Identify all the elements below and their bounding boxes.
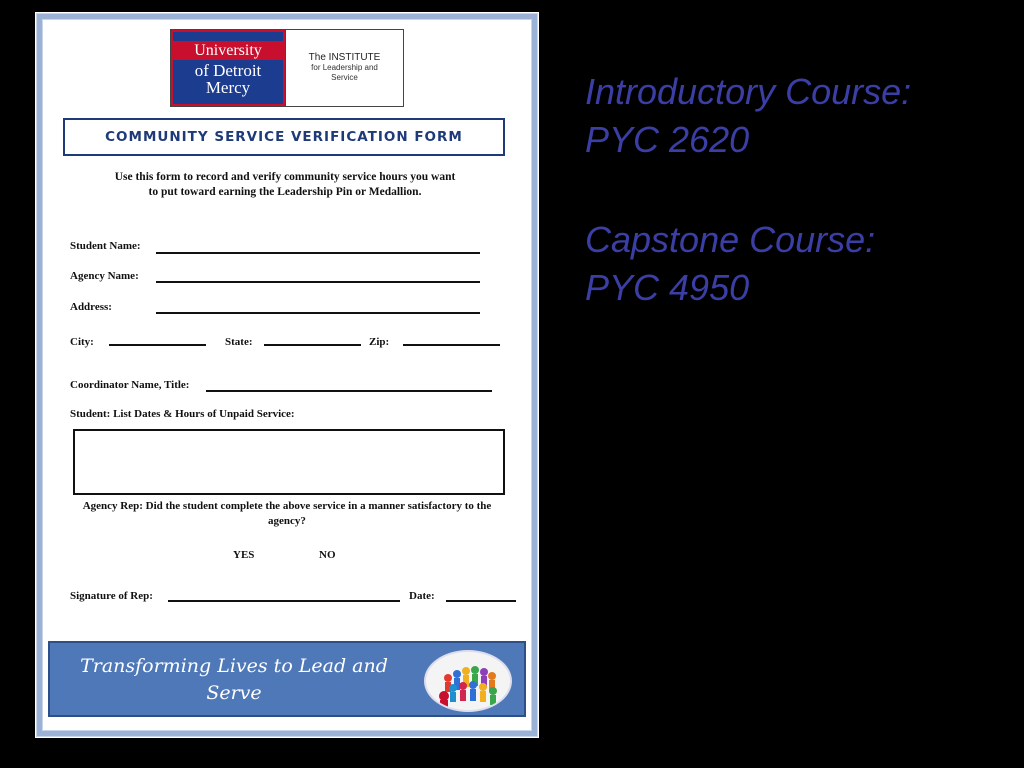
service-list-label: Student: List Dates & Hours of Unpaid Service:	[70, 408, 295, 420]
udm-logo-block	[171, 30, 285, 106]
institute-line1: The INSTITUTE	[308, 52, 381, 63]
logo-of-detroit: of Detroit	[194, 60, 262, 80]
institute-logo-text	[285, 30, 403, 106]
form-footer-banner	[48, 641, 526, 717]
yes-option[interactable]: YES	[233, 549, 255, 561]
footer-tagline: Transforming Lives to Lead and Serve	[80, 655, 388, 704]
capstone-course-label: Capstone Course:	[585, 219, 876, 260]
city-field[interactable]	[109, 344, 206, 346]
no-option[interactable]: NO	[319, 549, 336, 561]
agency-name-label: Agency Name:	[70, 270, 139, 282]
service-list-box[interactable]	[73, 429, 505, 495]
form-title: COMMUNITY SERVICE VERIFICATION FORM	[63, 118, 505, 156]
logo-university-word: University	[171, 41, 285, 60]
service-verification-form	[35, 12, 539, 738]
signature-label: Signature of Rep:	[70, 590, 153, 602]
signature-field[interactable]	[168, 600, 400, 602]
capstone-course-code: PYC 4950	[585, 267, 750, 308]
agency-rep-question: Agency Rep: Did the student complete the above service in a manner satisfactory to the agency?	[82, 500, 492, 527]
university-logo	[170, 29, 404, 107]
student-name-label: Student Name:	[70, 240, 141, 252]
intro-course-label: Introductory Course:	[585, 71, 912, 112]
agency-name-field[interactable]	[156, 281, 480, 283]
zip-field[interactable]	[403, 344, 500, 346]
instructions-line2: to put toward earning the Leadership Pin or Medallion.	[148, 186, 422, 198]
state-field[interactable]	[264, 344, 361, 346]
city-label: City:	[70, 336, 94, 348]
people-group-icon	[424, 650, 512, 712]
zip-label: Zip:	[369, 336, 390, 348]
logo-mercy: Mercy	[205, 77, 251, 97]
date-label: Date:	[409, 590, 435, 602]
people-figures-graphic	[426, 652, 510, 710]
coordinator-label: Coordinator Name, Title:	[70, 379, 190, 391]
institute-line2: for Leadership and	[311, 63, 378, 72]
address-field[interactable]	[156, 312, 480, 314]
date-field[interactable]	[446, 600, 516, 602]
coordinator-field[interactable]	[206, 390, 492, 392]
intro-course-code: PYC 2620	[585, 119, 750, 160]
address-label: Address:	[70, 301, 112, 313]
form-instructions	[75, 170, 495, 200]
institute-line3: Service	[331, 73, 358, 82]
state-label: State:	[225, 336, 253, 348]
instructions-line1: Use this form to record and verify community service hours you want	[114, 171, 456, 183]
student-name-field[interactable]	[156, 252, 480, 254]
